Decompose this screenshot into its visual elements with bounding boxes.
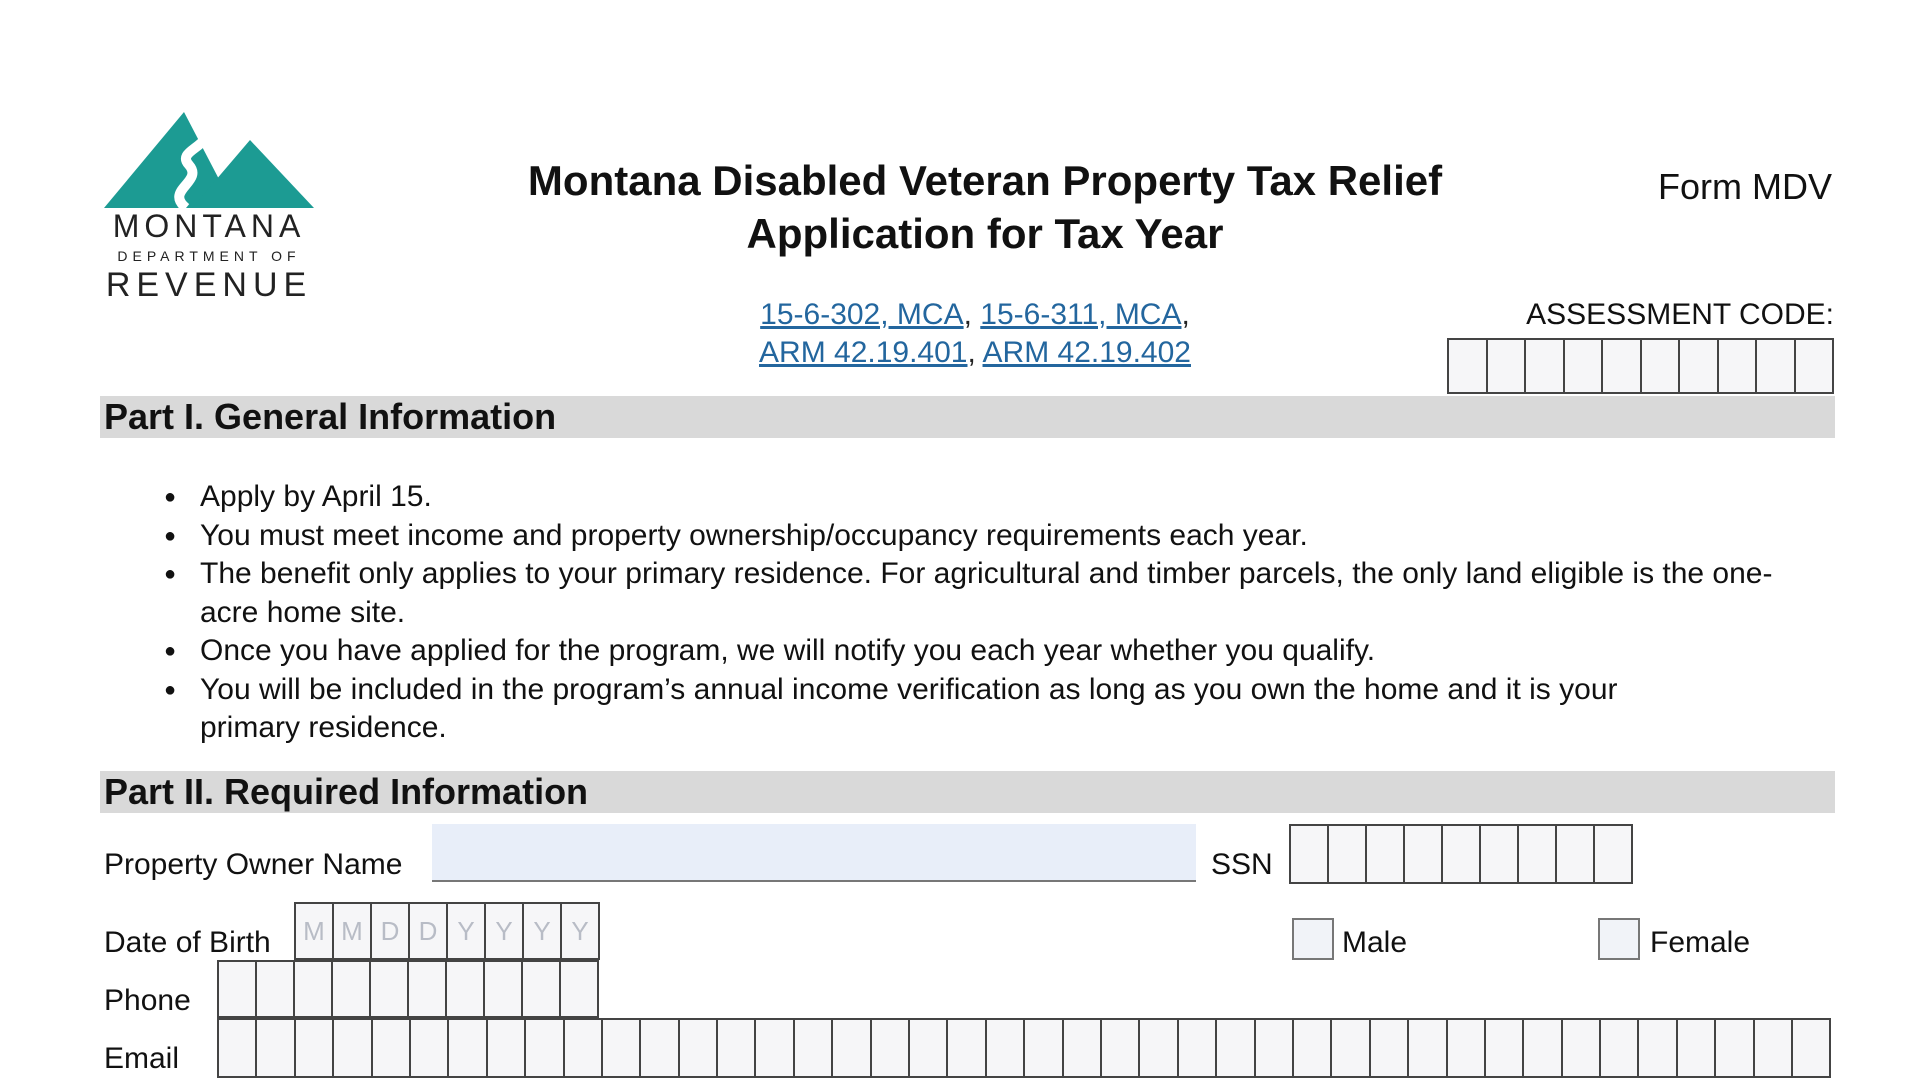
list-item: ● The benefit only applies to your primary residence. For agricultural and timber parcels, the only land eligible is the one-acre home site. — [160, 555, 1780, 632]
ssn-digit-box[interactable] — [1289, 824, 1329, 884]
ssn-digit-box[interactable] — [1365, 824, 1405, 884]
assessment-code-field — [1449, 338, 1834, 394]
assessment-code-label: ASSESSMENT CODE: — [1526, 298, 1834, 331]
page-title: Montana Disabled Veteran Property Tax Relief — [527, 157, 1443, 204]
phone-field — [219, 960, 599, 1018]
list-item: ● You must meet income and property ownership/occupancy requirements each year. — [160, 517, 1800, 556]
dob-digit-box[interactable]: M — [332, 902, 372, 960]
email-char-box[interactable] — [870, 1018, 910, 1078]
assessment-code-box[interactable] — [1447, 338, 1488, 394]
email-char-box[interactable] — [409, 1018, 449, 1078]
male-checkbox[interactable] — [1292, 918, 1334, 960]
ssn-digit-box[interactable] — [1403, 824, 1443, 884]
email-char-box[interactable] — [716, 1018, 756, 1078]
email-char-box[interactable] — [1676, 1018, 1716, 1078]
email-char-box[interactable] — [1637, 1018, 1677, 1078]
mountain-logo-icon — [104, 110, 314, 210]
ssn-digit-box[interactable] — [1327, 824, 1367, 884]
form-id: Form MDV — [1658, 166, 1832, 207]
ssn-digit-box[interactable] — [1593, 824, 1633, 884]
email-char-box[interactable] — [1254, 1018, 1294, 1078]
phone-digit-box[interactable] — [331, 960, 371, 1018]
assessment-code-box[interactable] — [1640, 338, 1681, 394]
email-char-box[interactable] — [1446, 1018, 1486, 1078]
link-separator: , — [1181, 298, 1190, 331]
dob-digit-box[interactable]: Y — [484, 902, 524, 960]
phone-digit-box[interactable] — [521, 960, 561, 1018]
assessment-code-box[interactable] — [1601, 338, 1642, 394]
email-char-box[interactable] — [447, 1018, 487, 1078]
logo-text-montana: MONTANA — [112, 208, 306, 244]
assessment-code-box[interactable] — [1717, 338, 1758, 394]
email-char-box[interactable] — [524, 1018, 564, 1078]
male-label: Male — [1342, 926, 1408, 959]
email-char-box[interactable] — [1138, 1018, 1178, 1078]
email-char-box[interactable] — [1369, 1018, 1409, 1078]
email-char-box[interactable] — [754, 1018, 794, 1078]
assessment-code-box[interactable] — [1678, 338, 1719, 394]
dob-label: Date of Birth — [104, 926, 271, 959]
link-arm-42-19-401[interactable]: ARM 42.19.401 — [759, 336, 968, 369]
phone-digit-box[interactable] — [255, 960, 295, 1018]
ssn-label: SSN — [1211, 848, 1273, 881]
assessment-code-box[interactable] — [1524, 338, 1565, 394]
list-item: ● You will be included in the program’s annual income verification as long as you own the home and it is your primary residence. — [160, 671, 1680, 748]
assessment-code-box[interactable] — [1486, 338, 1527, 394]
email-char-box[interactable] — [1215, 1018, 1255, 1078]
email-char-box[interactable] — [678, 1018, 718, 1078]
female-label: Female — [1650, 926, 1751, 959]
list-item: ● Apply by April 15. — [160, 478, 1800, 517]
ssn-field — [1291, 824, 1633, 884]
ssn-digit-box[interactable] — [1441, 824, 1481, 884]
email-char-box[interactable] — [946, 1018, 986, 1078]
email-char-box[interactable] — [217, 1018, 257, 1078]
ssn-digit-box[interactable] — [1555, 824, 1595, 884]
link-15-6-311[interactable]: 15-6-311, MCA — [980, 298, 1182, 331]
email-char-box[interactable] — [793, 1018, 833, 1078]
assessment-code-box[interactable] — [1563, 338, 1604, 394]
email-char-box[interactable] — [1292, 1018, 1332, 1078]
dob-digit-box[interactable]: Y — [522, 902, 562, 960]
dob-field — [296, 902, 600, 960]
phone-digit-box[interactable] — [483, 960, 523, 1018]
email-char-box[interactable] — [1561, 1018, 1601, 1078]
email-char-box[interactable] — [639, 1018, 679, 1078]
section-header-part-2: Part II. Required Information — [100, 771, 1835, 813]
phone-label: Phone — [104, 984, 191, 1017]
email-char-box[interactable] — [908, 1018, 948, 1078]
dob-digit-box[interactable]: D — [408, 902, 448, 960]
montana-revenue-logo — [104, 110, 324, 310]
email-char-box[interactable] — [371, 1018, 411, 1078]
dob-digit-box[interactable]: M — [294, 902, 334, 960]
email-char-box[interactable] — [486, 1018, 526, 1078]
phone-digit-box[interactable] — [407, 960, 447, 1018]
link-separator: , — [963, 298, 972, 331]
email-label: Email — [104, 1042, 180, 1075]
link-separator: , — [967, 336, 976, 369]
email-char-box[interactable] — [601, 1018, 641, 1078]
ssn-digit-box[interactable] — [1479, 824, 1519, 884]
email-char-box[interactable] — [1522, 1018, 1562, 1078]
phone-digit-box[interactable] — [369, 960, 409, 1018]
phone-digit-box[interactable] — [293, 960, 333, 1018]
assessment-code-box[interactable] — [1794, 338, 1835, 394]
email-char-box[interactable] — [1791, 1018, 1831, 1078]
phone-digit-box[interactable] — [559, 960, 599, 1018]
email-char-box[interactable] — [1023, 1018, 1063, 1078]
email-char-box[interactable] — [1330, 1018, 1370, 1078]
logo-text-revenue: REVENUE — [105, 266, 313, 304]
phone-digit-box[interactable] — [445, 960, 485, 1018]
email-char-box[interactable] — [1062, 1018, 1102, 1078]
owner-name-input[interactable] — [432, 824, 1196, 882]
email-char-box[interactable] — [831, 1018, 871, 1078]
email-char-box[interactable] — [1599, 1018, 1639, 1078]
female-checkbox[interactable] — [1598, 918, 1640, 960]
dob-digit-box[interactable]: D — [370, 902, 410, 960]
email-char-box[interactable] — [1753, 1018, 1793, 1078]
section-header-part-1: Part I. General Information — [100, 396, 1835, 438]
dob-digit-box[interactable]: Y — [446, 902, 486, 960]
owner-name-label: Property Owner Name — [104, 848, 403, 881]
assessment-code-box[interactable] — [1755, 338, 1796, 394]
link-15-6-302[interactable]: 15-6-302, MCA — [760, 298, 964, 331]
ssn-digit-box[interactable] — [1517, 824, 1557, 884]
general-info-list — [160, 478, 1800, 748]
email-field — [219, 1018, 1831, 1078]
phone-digit-box[interactable] — [217, 960, 257, 1018]
email-char-box[interactable] — [1177, 1018, 1217, 1078]
reference-links-row-1 — [660, 298, 1290, 332]
reference-links-row-2 — [660, 336, 1290, 370]
page-subtitle: Application for Tax Year — [746, 210, 1224, 257]
list-item: ● Once you have applied for the program, we will notify you each year whether you qualify. — [160, 632, 1800, 671]
logo-text-department: DEPARTMENT OF — [117, 248, 301, 264]
email-char-box[interactable] — [294, 1018, 334, 1078]
email-char-box[interactable] — [1407, 1018, 1447, 1078]
email-char-box[interactable] — [563, 1018, 603, 1078]
email-char-box[interactable] — [255, 1018, 295, 1078]
email-char-box[interactable] — [1714, 1018, 1754, 1078]
link-arm-42-19-402[interactable]: ARM 42.19.402 — [982, 336, 1191, 369]
email-char-box[interactable] — [1100, 1018, 1140, 1078]
email-char-box[interactable] — [985, 1018, 1025, 1078]
email-char-box[interactable] — [1484, 1018, 1524, 1078]
dob-digit-box[interactable]: Y — [560, 902, 600, 960]
email-char-box[interactable] — [332, 1018, 372, 1078]
